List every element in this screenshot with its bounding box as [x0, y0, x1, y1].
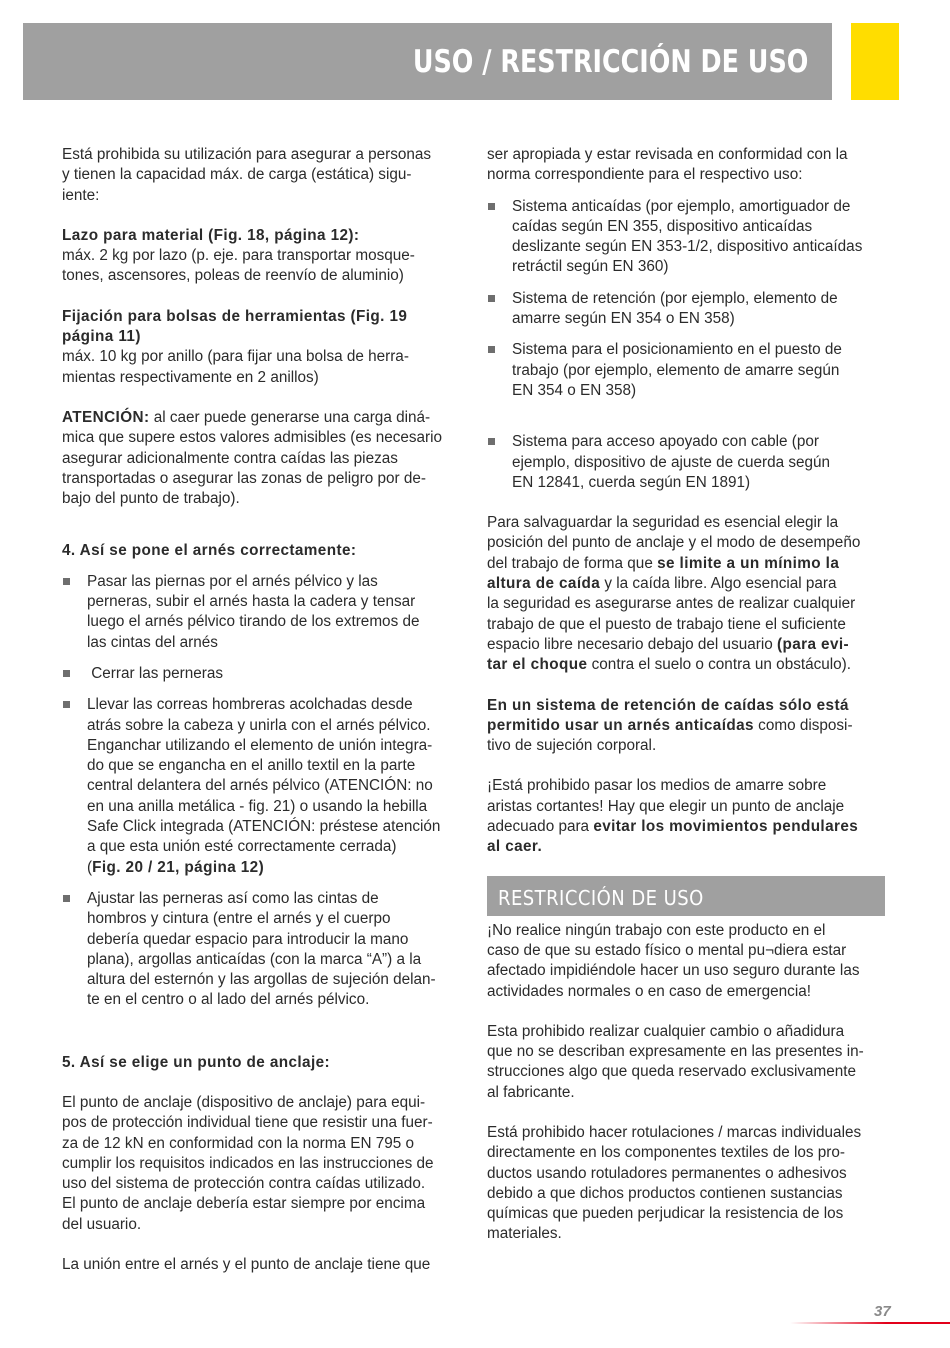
section-5-title: 5. Así se elige un punto de anclaje:	[62, 1053, 330, 1071]
list-item: Llevar las correas hombreras acolchadas desde atrás sobre la cabeza y unirla con el arnés pélvico. Enganchar utilizando el elemento de unión integra- do que se engancha en el anillo textil en la parte central delantera del arnés pélvico (ATENCIÓN: no en una anilla metálica - fig. 21) o usando la hebilla Safe Click integrada (ATENCIÓN: préstese atención a que esta unión esté correctamente cerrada) (Fig. 20 / 21, página 12)	[62, 695, 464, 878]
lazo-title: Lazo para material (Fig. 18, página 12):	[62, 226, 360, 244]
restriction-paragraph-2: Esta prohibido realizar cualquier cambio o añadidura que no se describan expresamente en las presentes in- strucciones algo que queda reservado exclusivamente al fabricante.	[487, 1022, 864, 1101]
bullet-square-icon	[63, 895, 70, 902]
right-column	[487, 145, 889, 1245]
header-bar	[23, 23, 832, 100]
restriction-paragraph-3: Está prohibido hacer rotulaciones / marcas individuales directamente en los componentes textiles de los pro- ductos usando rotuladores permanentes o adhesivos debido a que dichos productos contienen sustancias químicas que pueden perjudicar la resistencia de los materiales.	[487, 1123, 862, 1243]
bullet-square-icon	[488, 203, 495, 210]
bullet-square-icon	[488, 295, 495, 302]
list-item: Sistema para el posicionamiento en el puesto de trabajo (por ejemplo, elemento de amarre según EN 354 o EN 358)	[487, 340, 889, 401]
footer-red-line	[790, 1322, 950, 1324]
bullet-square-icon	[63, 701, 70, 708]
page-title: USO / RESTRICCIÓN DE USO	[412, 44, 808, 80]
list-item: Sistema para acceso apoyado con cable (por ejemplo, dispositivo de ajuste de cuerda según EN 12841, cuerda según EN 1891)	[487, 432, 889, 493]
list-item: Sistema anticaídas (por ejemplo, amortiguador de caídas según EN 355, dispositivo anticaídas deslizante según EN 353-1/2, dispositivo anticaídas retráctil según EN 360)	[487, 197, 889, 278]
list-item: Cerrar las perneras	[62, 664, 464, 684]
restriction-section-title: RESTRICCIÓN DE USO	[498, 885, 704, 910]
section-4-title: 4. Así se pone el arnés correctamente:	[62, 542, 357, 560]
systems-list	[487, 197, 889, 494]
atencion-paragraph: ATENCIÓN: al caer puede generarse una carga diná- mica que supere estos valores admisibles (es necesario asegurar adicionalmente contra caídas las piezas transportadas o asegurar las zonas de peligro por de- bajo del punto de trabajo).	[62, 408, 443, 508]
sharp-edges-paragraph: ¡Está prohibido pasar los medios de amarre sobre aristas cortantes! Hay que elegir un punto de anclaje adecuado para evitar los movimientos pendulares al caer.	[487, 777, 859, 856]
restriction-paragraph-1: ¡No realice ningún trabajo con este producto en el caso de que su estado físico o mental pu¬diera estar afectado impidiéndole hacer un uso seguro durante las actividades normales o en caso de emergencia!	[487, 921, 860, 1000]
list-item: Sistema de retención (por ejemplo, elemento de amarre según EN 354 o EN 358)	[487, 289, 889, 330]
page-number: 37	[874, 1303, 891, 1320]
bullet-square-icon	[63, 578, 70, 585]
section-5-text: El punto de anclaje (dispositivo de anclaje) para equi- pos de protección individual tiene que resistir una fuer- za de 12 kN en conformidad con la norma EN 795 o cumplir los requisitos indicados en las instrucciones de uso del sistema de protección contra caídas utilizado. El punto de anclaje debería estar siempre por encima del usuario.	[62, 1093, 434, 1233]
bullet-square-icon	[488, 438, 495, 445]
union-text: La unión entre el arnés y el punto de anclaje tiene que	[62, 1256, 431, 1274]
fijacion-title: Fijación para bolsas de herramientas (Fig. 19 página 11)	[62, 307, 408, 346]
lazo-text: máx. 2 kg por lazo (p. eje. para transportar mosque- tones, ascensores, poleas de reenvío de aluminio)	[62, 247, 415, 285]
bullet-square-icon	[63, 670, 70, 677]
right-intro: ser apropiada y estar revisada en conformidad con la norma correspondiente para el respectivo uso:	[487, 146, 848, 184]
section-4-list	[62, 572, 464, 1011]
header-yellow-accent	[851, 23, 899, 100]
list-item: Ajustar las perneras así como las cintas de hombros y cintura (entre el arnés y el cuerpo debería quedar espacio para introducir la mano plana), argollas anticaídas (con la marca “A”) a la altura del esternón y las argollas de sujeción delan- te en el centro o al lado del arnés pélvico.	[62, 889, 464, 1011]
fijacion-text: máx. 10 kg por anillo (para fijar una bolsa de herra- mientas respectivamente en 2 anillos)	[62, 348, 409, 386]
atencion-label: ATENCIÓN:	[62, 408, 150, 426]
intro-paragraph: Está prohibida su utilización para asegurar a personas y tienen la capacidad máx. de carga (estática) sigu- iente:	[62, 146, 432, 204]
retention-system-paragraph: En un sistema de retención de caídas sólo está permitido usar un arnés anticaídas como disposi- tivo de sujeción corporal.	[487, 696, 853, 755]
anchor-safety-paragraph: Para salvaguardar la seguridad es esencial elegir la posición del punto de anclaje y el modo de desempeño del trabajo de forma que se limite a un mínimo la altura de caída y la caída libre. Algo esencial para la seguridad es asegurarse antes de realizar cualquier trabajo de que el puesto de trabajo tiene el suficiente espacio libre necesario debajo del usuario (para evi- tar el choque contra el suelo o contra un obstáculo).	[487, 514, 861, 674]
bullet-square-icon	[488, 346, 495, 353]
list-item: Pasar las piernas por el arnés pélvico y las perneras, subir el arnés hasta la cadera y tensar luego el arnés pélvico tirando de los extremos de las cintas del arnés	[62, 572, 464, 653]
left-column	[62, 145, 464, 1275]
restriction-section-header	[487, 876, 885, 916]
